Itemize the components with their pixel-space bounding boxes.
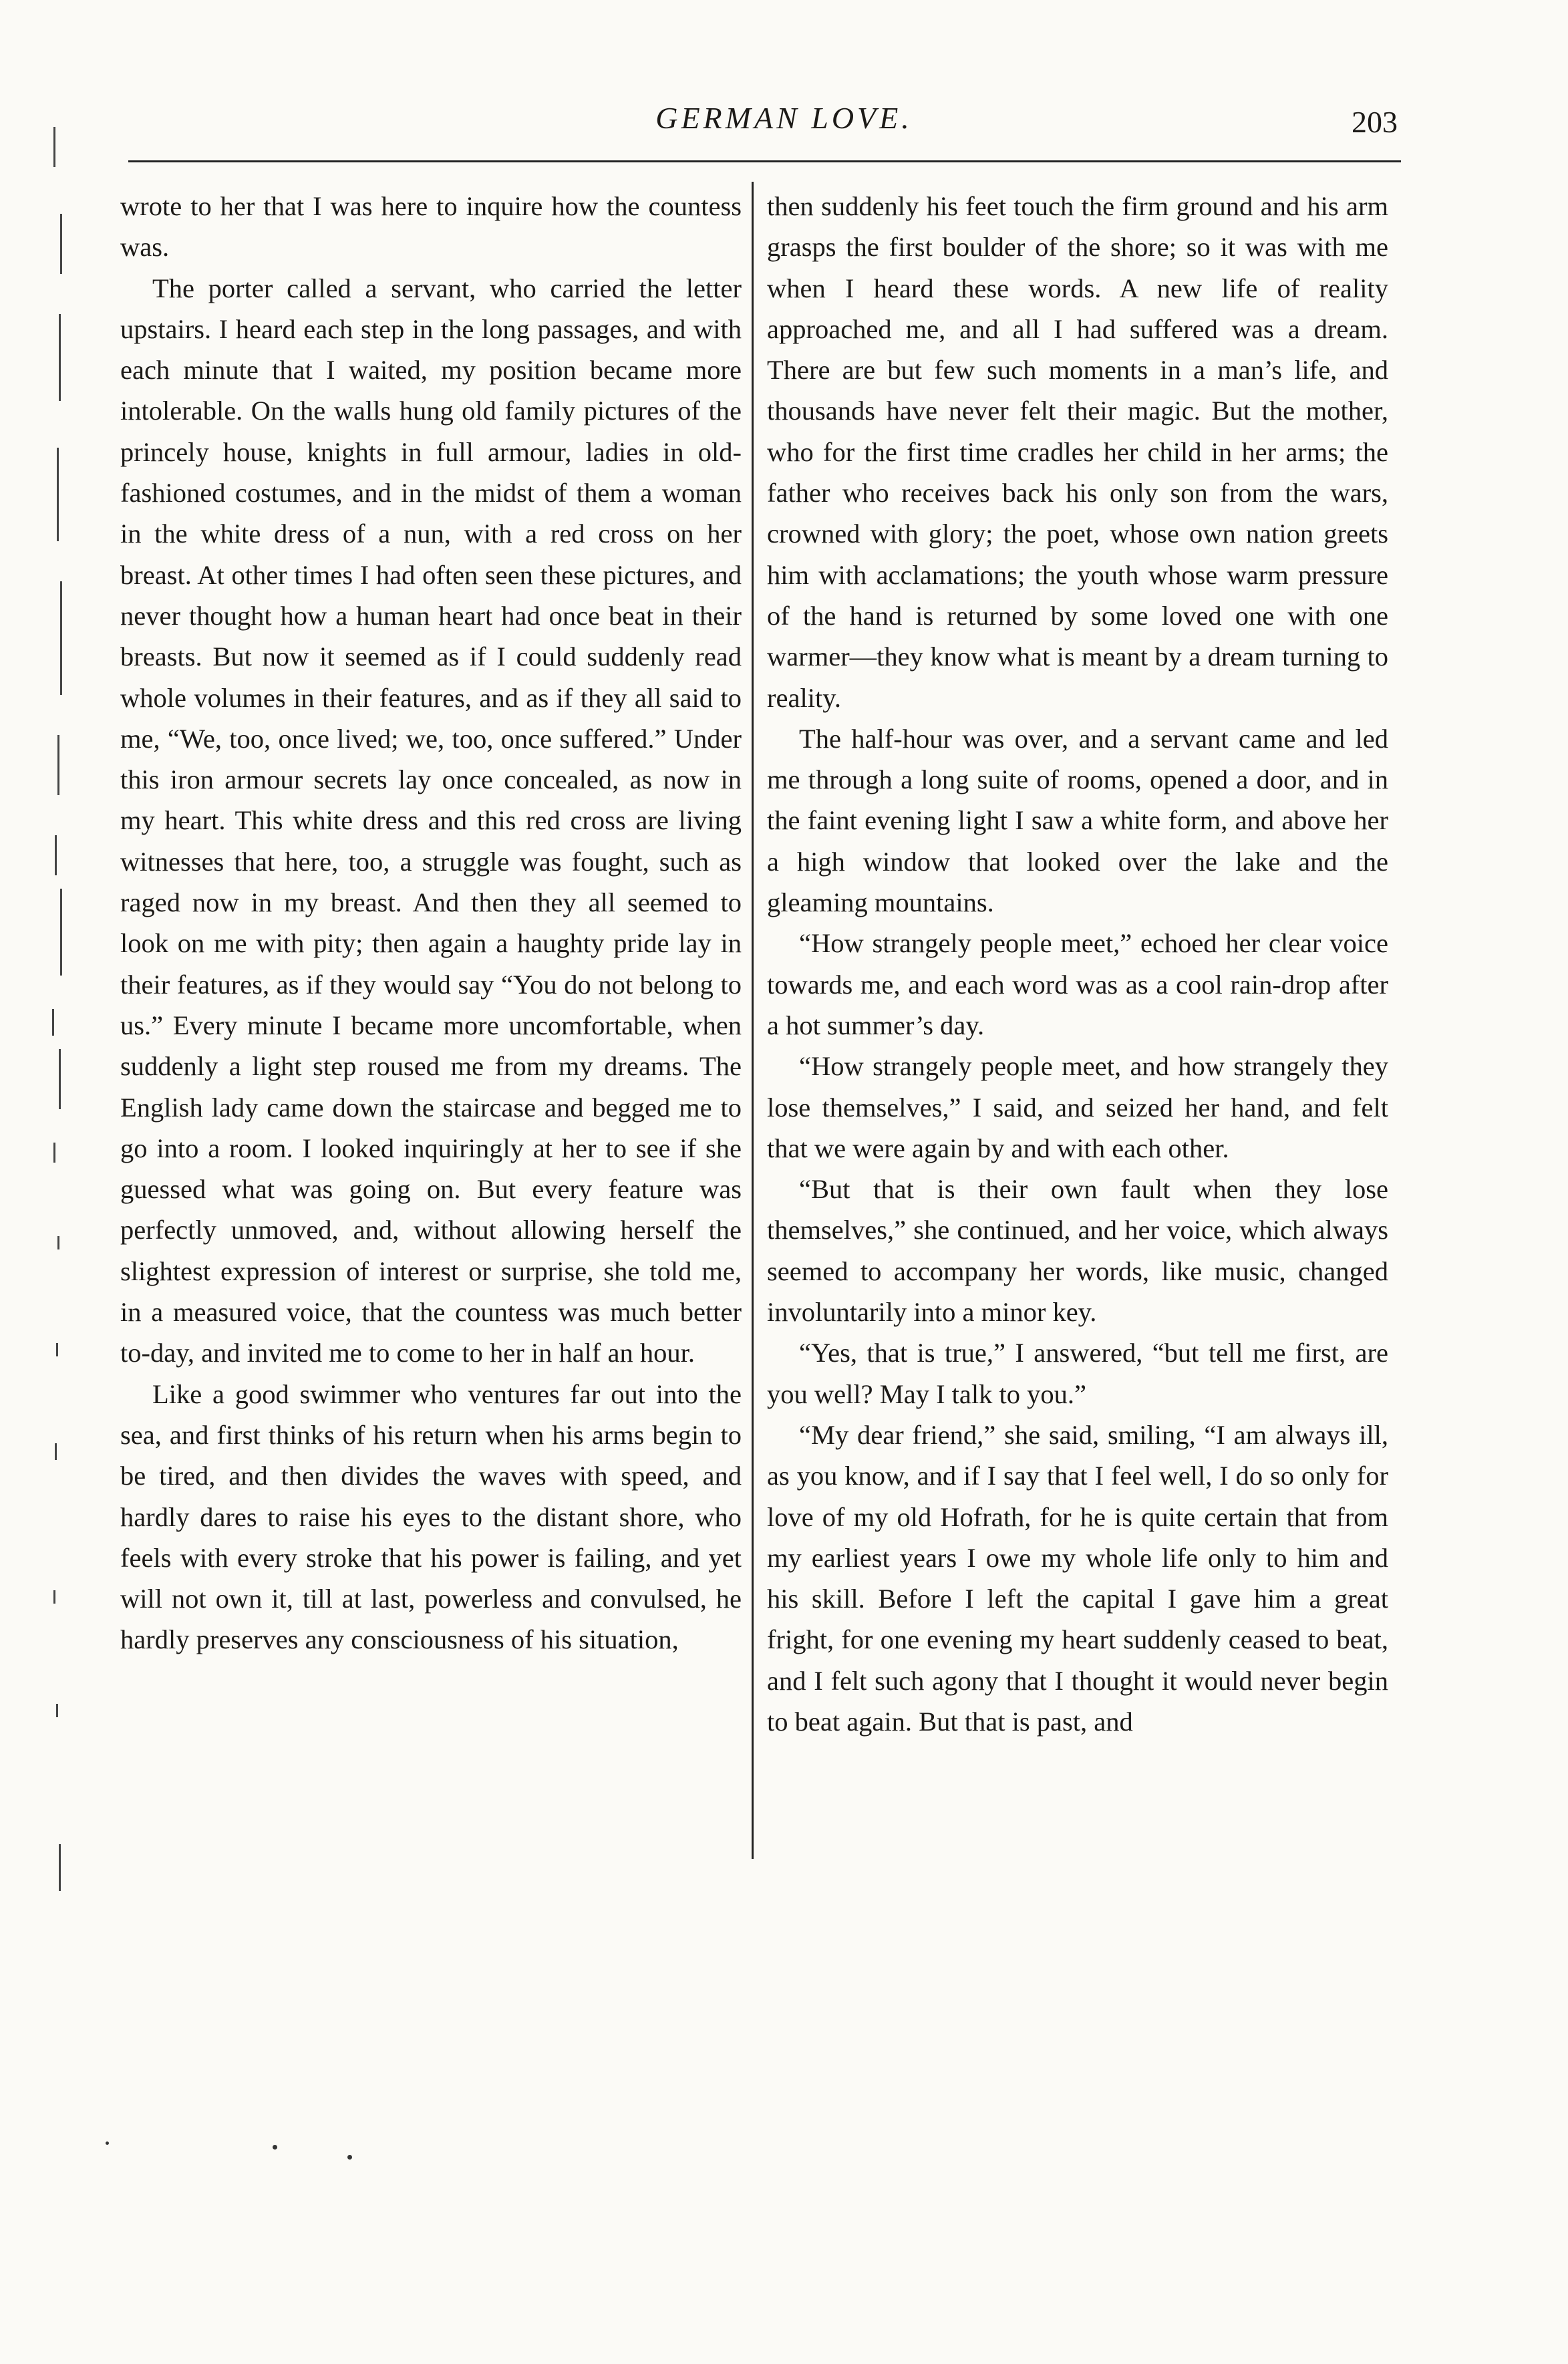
right-paragraph-7: “My dear friend,” she said, smiling, “I am always ill, as you know, and if I say that I feel well, I do so only for love of my old Hofrath, for he is quite certain that from my earliest years I owe my whole life only to him and his skill. Before I left the capital I gave him a great fright, for one evening my heart suddenly ceased to beat, and I felt such agony that I thought it would never begin to beat again. But that is past, and xyxy=(767,1419,1388,1737)
right-paragraph-2: The half-hour was over, and a servant came and led me through a long suite of rooms, opened a door, and in the faint evening light I saw a white form, and above her a high window that looked over the lake and the gleaming mountains. xyxy=(767,723,1388,918)
header-rule xyxy=(128,160,1401,162)
left-paragraph-3: Like a good swimmer who ventures far out into the sea, and first thinks of his return when his arms begin to be tired, and then divides the waves with speed, and hardly dares to raise his eyes to the distant shore, who feels with every stroke that his power is failing, and yet will not own it, till at last, powerless and convulsed, he hardly preserves any consciousness of his situation, xyxy=(120,1378,742,1655)
right-paragraph-6: “Yes, that is true,” I answered, “but tell me first, are you well? May I talk to you.” xyxy=(767,1338,1388,1409)
left-column xyxy=(120,186,742,1660)
page-number: 203 xyxy=(1352,105,1398,139)
column-divider xyxy=(752,182,754,1859)
left-paragraph-1: wrote to her that I was here to inquire how the countess was. xyxy=(120,191,742,263)
running-title: GERMAN LOVE. xyxy=(655,101,913,135)
ink-speck xyxy=(106,2141,109,2145)
right-paragraph-3: “How strangely people meet,” echoed her clear voice towards me, and each word was as a cool rain-drop after a hot summer’s day. xyxy=(767,928,1388,1040)
ink-speck xyxy=(273,2145,277,2150)
right-paragraph-1: then suddenly his feet touch the firm ground and his arm grasps the first boulder of the shore; so it was with me when I heard these words. A new life of reality approached me, and all I had suffered was a dream. There are but few such moments in a man’s life, and thousands have never felt their magic. But the mother, who for the first time cradles her child in her arms; the father who receives back his only son from the wars, crowned with glory; the poet, whose own nation greets him with acclamations; the youth whose warm pressure of the hand is returned by some loved one with one warmer—they know what is meant by a dream turning to reality. xyxy=(767,191,1388,713)
ink-speck xyxy=(347,2155,352,2160)
binding-margin-marks xyxy=(40,100,87,2238)
right-paragraph-5: “But that is their own fault when they lose themselves,” she continued, and her voice, which always seemed to accompany her words, like music, changed involuntarily into a minor key. xyxy=(767,1174,1388,1328)
running-head xyxy=(0,100,1568,147)
right-column xyxy=(767,186,1388,1742)
right-paragraph-4: “How strangely people meet, and how strangely they lose themselves,” I said, and seized her hand, and felt that we were again by and with each other. xyxy=(767,1051,1388,1163)
left-paragraph-2: The porter called a servant, who carried the letter upstairs. I heard each step in the long passages, and with each minute that I waited, my position became more intolerable. On the walls hung old family pictures of the princely house, knights in full armour, ladies in old-fashioned costumes, and in the midst of them a woman in the white dress of a nun, with a red cross on her breast. At other times I had often seen these pictures, and never thought how a human heart had once beat in their breasts. But now it seemed as if I could suddenly read whole volumes in their features, and as if they all said to me, “We, too, once lived; we, too, once suffered.” Under this iron armour secrets lay once concealed, as now in my heart. This white dress and this red cross are living witnesses that here, too, a struggle was fought, such as raged now in my breast. And then they all seemed to look on me with pity; then again a haughty pride lay in their features, as if they would say “You do not belong to us.” Every minute I became more uncomfortable, when suddenly a light step roused me from my dreams. The English lady came down the staircase and begged me to go into a room. I looked inquiringly at her to see if she guessed what was going on. But every feature was perfectly unmoved, and, without allowing herself the slightest expression of interest or surprise, she told me, in a measured voice, that the countess was much better to-day, and invited me to come to her in half an hour. xyxy=(120,273,742,1368)
